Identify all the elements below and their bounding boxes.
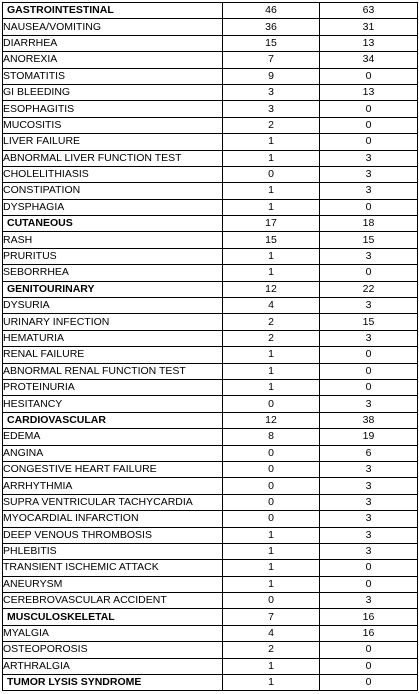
event-label: RASH (3, 232, 223, 248)
count-column-1: 0 (223, 461, 320, 477)
adverse-events-table (2, 2, 418, 691)
category-label: CUTANEOUS (3, 216, 223, 232)
event-label: SEBORRHEA (3, 265, 223, 281)
event-label: ANEURYSM (3, 576, 223, 592)
count-column-1: 46 (223, 3, 320, 19)
count-column-1: 1 (223, 363, 320, 379)
event-label: NAUSEA/VOMITING (3, 19, 223, 35)
table-row (3, 429, 418, 445)
event-label: HESITANCY (3, 396, 223, 412)
count-column-1: 0 (223, 511, 320, 527)
table-row (3, 265, 418, 281)
count-column-2: 13 (320, 35, 418, 51)
count-column-1: 12 (223, 281, 320, 297)
event-label: CHOLELITHIASIS (3, 166, 223, 182)
count-column-1: 36 (223, 19, 320, 35)
adverse-events-table-body (3, 3, 418, 691)
count-column-2: 3 (320, 461, 418, 477)
event-label: MYOCARDIAL INFARCTION (3, 511, 223, 527)
event-label: STOMATITIS (3, 68, 223, 84)
table-row (3, 248, 418, 264)
category-row (3, 675, 418, 691)
event-label: URINARY INFECTION (3, 314, 223, 330)
table-row (3, 330, 418, 346)
table-row (3, 445, 418, 461)
table-row (3, 560, 418, 576)
table-row (3, 593, 418, 609)
count-column-2: 0 (320, 265, 418, 281)
count-column-1: 1 (223, 379, 320, 395)
count-column-1: 1 (223, 150, 320, 166)
category-label: GASTROINTESTINAL (3, 3, 223, 19)
count-column-1: 15 (223, 232, 320, 248)
count-column-2: 0 (320, 199, 418, 215)
count-column-2: 0 (320, 117, 418, 133)
count-column-2: 3 (320, 166, 418, 182)
count-column-1: 0 (223, 396, 320, 412)
count-column-2: 0 (320, 675, 418, 691)
count-column-2: 22 (320, 281, 418, 297)
count-column-1: 0 (223, 593, 320, 609)
event-label: TRANSIENT ISCHEMIC ATTACK (3, 560, 223, 576)
count-column-1: 9 (223, 68, 320, 84)
count-column-1: 4 (223, 298, 320, 314)
table-row (3, 183, 418, 199)
table-row (3, 68, 418, 84)
event-label: MYALGIA (3, 625, 223, 641)
table-row (3, 150, 418, 166)
table-row (3, 478, 418, 494)
event-label: ABNORMAL RENAL FUNCTION TEST (3, 363, 223, 379)
count-column-1: 12 (223, 412, 320, 428)
event-label: CEREBROVASCULAR ACCIDENT (3, 593, 223, 609)
event-label: ARRHYTHMIA (3, 478, 223, 494)
count-column-1: 3 (223, 101, 320, 117)
event-label: CONSTIPATION (3, 183, 223, 199)
count-column-2: 15 (320, 232, 418, 248)
count-column-2: 0 (320, 101, 418, 117)
count-column-2: 38 (320, 412, 418, 428)
count-column-1: 0 (223, 478, 320, 494)
event-label: PRURITUS (3, 248, 223, 264)
table-row (3, 461, 418, 477)
count-column-2: 15 (320, 314, 418, 330)
count-column-2: 18 (320, 216, 418, 232)
table-row (3, 19, 418, 35)
table-row (3, 101, 418, 117)
count-column-1: 8 (223, 429, 320, 445)
table-row (3, 134, 418, 150)
event-label: GI BLEEDING (3, 84, 223, 100)
table-row (3, 347, 418, 363)
event-label: DYSURIA (3, 298, 223, 314)
count-column-2: 16 (320, 609, 418, 625)
event-label: SUPRA VENTRICULAR TACHYCARDIA (3, 494, 223, 510)
event-label: ARTHRALGIA (3, 658, 223, 674)
count-column-1: 0 (223, 494, 320, 510)
event-label: PHLEBITIS (3, 543, 223, 559)
category-row (3, 216, 418, 232)
count-column-2: 16 (320, 625, 418, 641)
count-column-2: 0 (320, 576, 418, 592)
count-column-1: 0 (223, 166, 320, 182)
table-row (3, 576, 418, 592)
count-column-1: 1 (223, 183, 320, 199)
count-column-1: 3 (223, 84, 320, 100)
event-label: MUCOSITIS (3, 117, 223, 133)
category-row (3, 412, 418, 428)
count-column-2: 0 (320, 347, 418, 363)
table-row (3, 625, 418, 641)
event-label: PROTEINURIA (3, 379, 223, 395)
count-column-1: 2 (223, 314, 320, 330)
count-column-1: 2 (223, 330, 320, 346)
count-column-2: 34 (320, 52, 418, 68)
category-label: GENITOURINARY (3, 281, 223, 297)
count-column-2: 3 (320, 494, 418, 510)
count-column-1: 1 (223, 543, 320, 559)
count-column-2: 0 (320, 379, 418, 395)
table-row (3, 35, 418, 51)
count-column-2: 3 (320, 543, 418, 559)
count-column-1: 1 (223, 347, 320, 363)
count-column-1: 15 (223, 35, 320, 51)
event-label: ANGINA (3, 445, 223, 461)
table-row (3, 527, 418, 543)
category-row (3, 609, 418, 625)
count-column-1: 1 (223, 199, 320, 215)
table-row (3, 84, 418, 100)
category-row (3, 3, 418, 19)
count-column-1: 1 (223, 248, 320, 264)
table-row (3, 543, 418, 559)
count-column-1: 1 (223, 560, 320, 576)
category-label: CARDIOVASCULAR (3, 412, 223, 428)
table-row (3, 363, 418, 379)
count-column-1: 2 (223, 642, 320, 658)
count-column-2: 0 (320, 68, 418, 84)
table-row (3, 314, 418, 330)
count-column-2: 13 (320, 84, 418, 100)
count-column-2: 19 (320, 429, 418, 445)
count-column-1: 7 (223, 52, 320, 68)
count-column-1: 1 (223, 576, 320, 592)
table-row (3, 117, 418, 133)
event-label: RENAL FAILURE (3, 347, 223, 363)
count-column-2: 63 (320, 3, 418, 19)
table-row (3, 166, 418, 182)
count-column-2: 3 (320, 330, 418, 346)
count-column-2: 0 (320, 642, 418, 658)
count-column-2: 3 (320, 396, 418, 412)
count-column-2: 0 (320, 658, 418, 674)
table-row (3, 52, 418, 68)
category-label: TUMOR LYSIS SYNDROME (3, 675, 223, 691)
category-label: MUSCULOSKELETAL (3, 609, 223, 625)
count-column-1: 7 (223, 609, 320, 625)
event-label: LIVER FAILURE (3, 134, 223, 150)
table-row (3, 199, 418, 215)
table-row (3, 379, 418, 395)
table-row (3, 494, 418, 510)
count-column-1: 17 (223, 216, 320, 232)
count-column-1: 1 (223, 658, 320, 674)
count-column-2: 3 (320, 150, 418, 166)
count-column-2: 3 (320, 298, 418, 314)
event-label: OSTEOPOROSIS (3, 642, 223, 658)
count-column-2: 3 (320, 478, 418, 494)
table-row (3, 511, 418, 527)
count-column-2: 3 (320, 248, 418, 264)
count-column-1: 4 (223, 625, 320, 641)
category-row (3, 281, 418, 297)
event-label: ESOPHAGITIS (3, 101, 223, 117)
table-row (3, 298, 418, 314)
event-label: ABNORMAL LIVER FUNCTION TEST (3, 150, 223, 166)
count-column-2: 0 (320, 363, 418, 379)
count-column-2: 3 (320, 527, 418, 543)
event-label: CONGESTIVE HEART FAILURE (3, 461, 223, 477)
count-column-1: 1 (223, 134, 320, 150)
count-column-2: 3 (320, 511, 418, 527)
count-column-2: 3 (320, 593, 418, 609)
event-label: DEEP VENOUS THROMBOSIS (3, 527, 223, 543)
count-column-1: 2 (223, 117, 320, 133)
table-row (3, 658, 418, 674)
count-column-2: 0 (320, 560, 418, 576)
count-column-2: 6 (320, 445, 418, 461)
event-label: HEMATURIA (3, 330, 223, 346)
count-column-1: 1 (223, 265, 320, 281)
count-column-2: 3 (320, 183, 418, 199)
table-row (3, 642, 418, 658)
event-label: ANOREXIA (3, 52, 223, 68)
event-label: DYSPHAGIA (3, 199, 223, 215)
table-row (3, 232, 418, 248)
event-label: DIARRHEA (3, 35, 223, 51)
count-column-1: 1 (223, 675, 320, 691)
count-column-2: 31 (320, 19, 418, 35)
count-column-1: 1 (223, 527, 320, 543)
table-row (3, 396, 418, 412)
count-column-2: 0 (320, 134, 418, 150)
event-label: EDEMA (3, 429, 223, 445)
count-column-1: 0 (223, 445, 320, 461)
